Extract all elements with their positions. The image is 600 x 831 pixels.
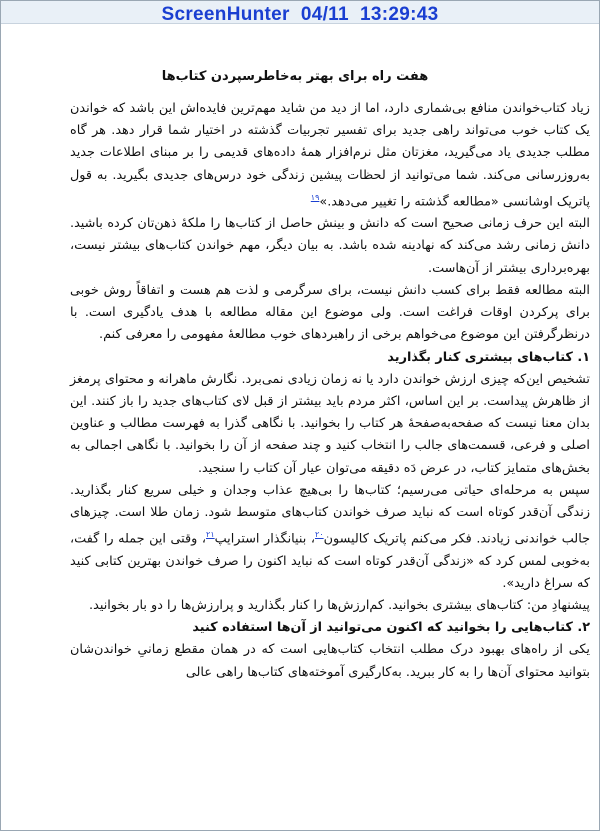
document-page: [70, 68, 590, 684]
screenhunter-watermark: ScreenHunter 04/11 13:29:43: [161, 4, 439, 25]
footnote-ref-20[interactable]: ۲۰: [315, 530, 324, 540]
footnote-ref-19[interactable]: ۱۹: [310, 192, 320, 202]
section-1-paragraph-3: پیشنهادِ من: کتاب‌های بیشتری بخوانید. کم‌ارزش‌ها را کنار بگذارید و پرارزش‌ها را دو بار بخوانید.: [89, 598, 590, 613]
paragraph-text: زیاد کتاب‌خواندن منافع بی‌شماری دارد، اما از دید من شاید مهم‌ترین فایده‌اش این باشد که خواندن یک کتاب خوب می‌تواند راهی جدید برای تفسیر تجربیات گذشته در اختیار شما قرار دهد. هر گاه مطلب جدیدی یاد می‌گیرید، مغزتان مثل نرم‌افزار همهٔ داده‌های قدیمی را بر مبنای اطلاعات جدید به‌روزرسانی می‌کند. شما می‌توانید از لحظات پیشین زندگی خود درس‌های جدیدی بگیرید. به قول پاتریک اوشانسی «مطالعه گذشته را تغییر می‌دهد.»: [70, 101, 590, 210]
intro-paragraph-2: البته این حرف زمانی صحیح است که دانش و بینش حاصل از کتاب‌ها را ملکهٔ ذهن‌تان کرده باشید. دانش زمانی رشد می‌کند که نهادینه شده باشد. به بیان دیگر، مهم خواندن کتاب‌های بیشتر نیست، بهره‌برداری بیشتر از آن‌هاست.: [70, 216, 590, 276]
footnote-ref-21[interactable]: ۲۱: [206, 530, 215, 540]
section-1-paragraph-2: [70, 480, 590, 595]
paragraph-text-end: ، وقتی این جمله را گفت، به‌خوبی لمس کرد که «زندگی آن‌قدر کوتاه است که نباید اکنون را صرف خواندن بهترین کتابی کنید که سراغ دارید».: [70, 531, 590, 591]
document-title: هفت راه برای بهتر به‌خاطرسپردن کتاب‌ها: [161, 69, 429, 84]
intro-paragraph-3: البته مطالعه فقط برای کسب دانش نیست، برای سرگرمی و لذت هم هست و اتفاقاً روش خوبی برای پرکردن اوقات فراغت است. ولی موضوع این مقاله مطالعه با هدف یادگیری است. با درنظرگرفتن این موضوع می‌خواهم برخی از راهبردهای خوب مطالعهٔ مفهومی را معرفی کنم.: [70, 282, 590, 343]
paragraph-text-continued: ، بنیانگذار استرایپ: [214, 531, 316, 547]
section-2-paragraph-1: یکی از راه‌های بهبود درک مطلب انتخاب کتاب‌هایی است که در همان مقطع زمانیِ خواندن‌شان بتوانید محتوای آن‌ها را به کار ببرید. به‌کارگیری آموخته‌های کتاب‌ها راهی عالی: [70, 642, 590, 680]
paragraph-text: سپس به مرحله‌ای حیاتی می‌رسیم؛ کتاب‌ها را بی‌هیچ عذاب وجدان و خیلی سریع کنار بگذارید. زندگی آن‌قدر کوتاه است که نباید صرف خواندن کتاب‌های متوسط شود. زمان طلا است. چیزهای جالب خواندنی زیادند. فکر می‌کنم پاتریک کالیسون: [70, 482, 591, 547]
section-1-heading: ۱. کتاب‌های بیشتری کنار بگذارید: [387, 349, 590, 365]
section-2-heading: ۲. کتاب‌هایی را بخوانید که اکنون می‌توانید از آن‌ها استفاده کنید: [192, 620, 590, 636]
intro-paragraph-1: [70, 98, 590, 213]
section-1-paragraph-1: تشخیص این‌که چیزی ارزش خواندن دارد یا نه زمان زیادی نمی‌برد. نگارش ماهرانه و محتوای پرمغز از ظاهرش پیداست. بر این اساس، اکثر مردم باید بیشتر از قبل لای کتاب‌های جدید را باز کنند. این بدان معنا نیست که صفحه‌به‌صفحهٔ هر کتاب را بخوانید. با نگاهی گذرا به فهرست مطالب و عناوین اصلی و فرعی، قسمت‌های جالب را انتخاب کنید و چند صفحه از آن را بخوانید. با نگاهی اجمالی به بخش‌های متمایز کتاب، در عرض دَه دقیقه می‌توان عیار آن کتاب را سنجید.: [70, 371, 590, 476]
